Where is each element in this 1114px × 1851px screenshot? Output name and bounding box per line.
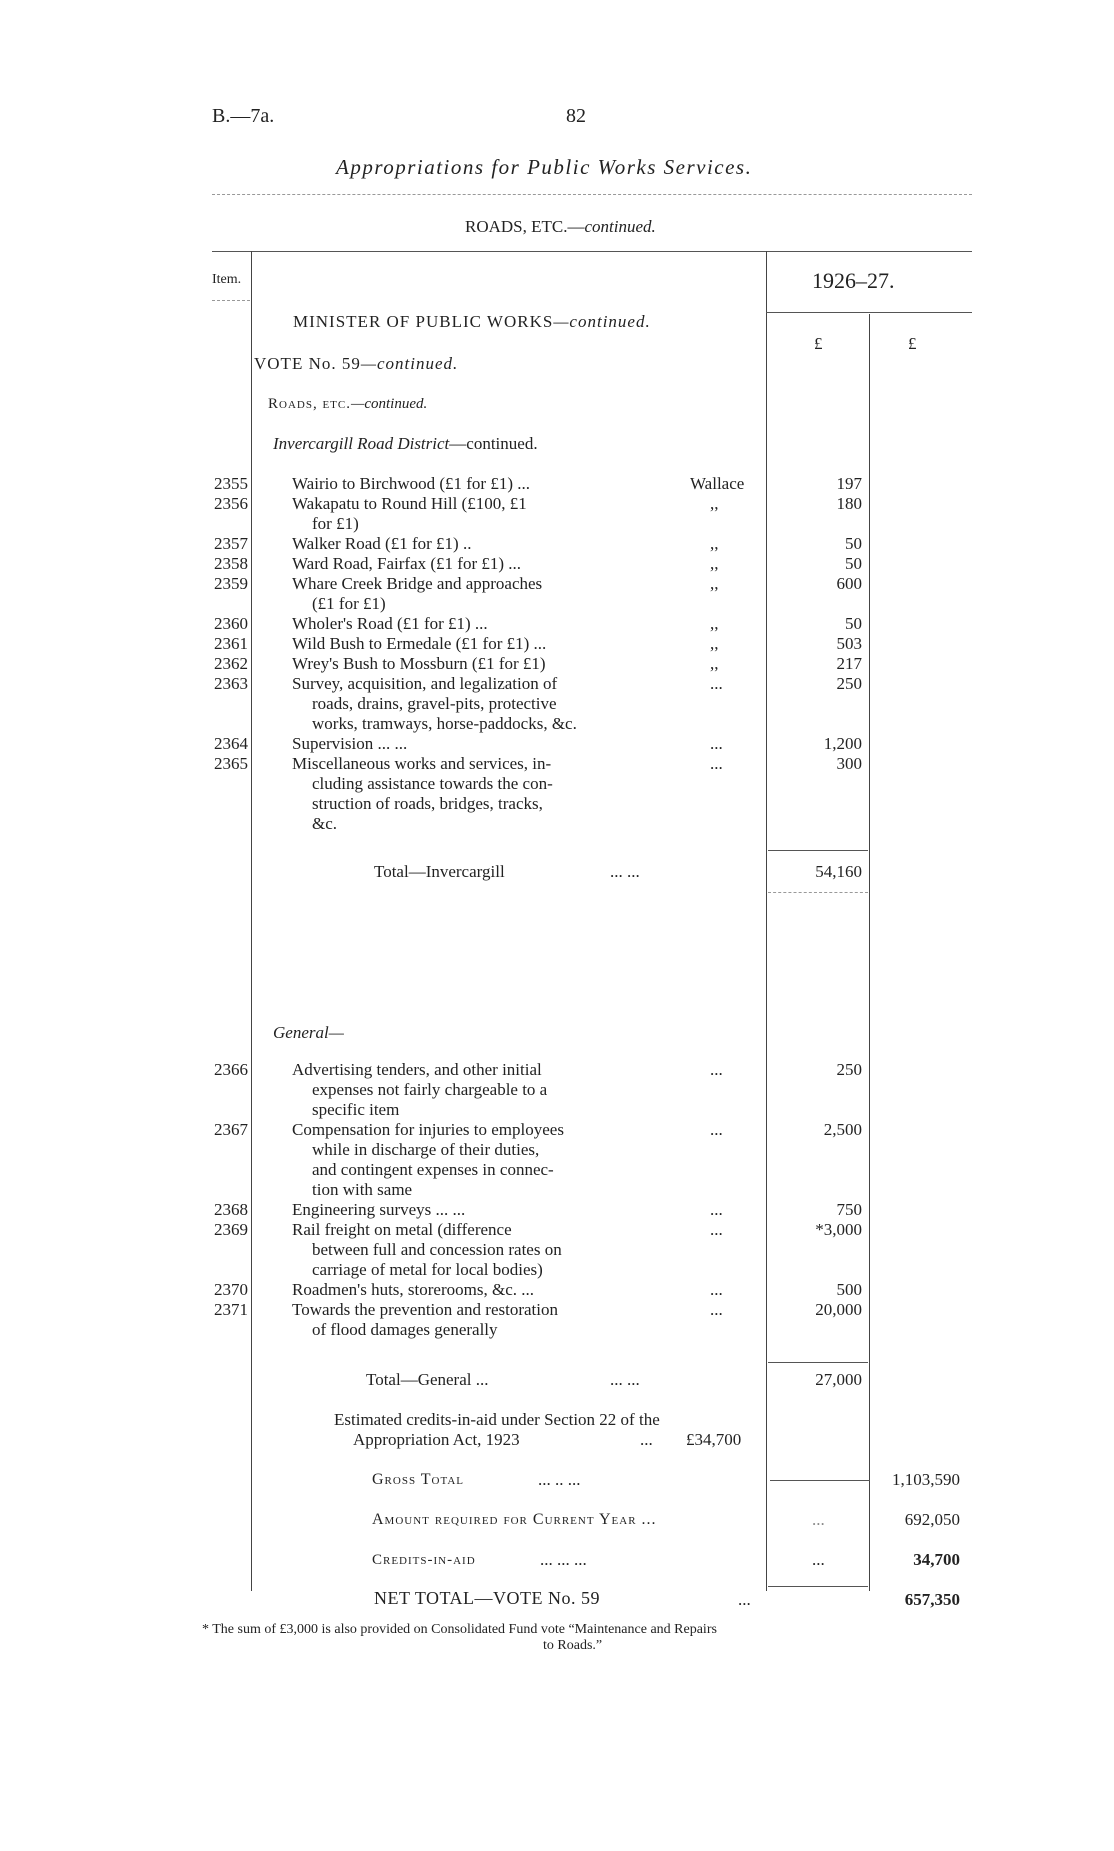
amount-required-label: Amount required for Current Year ... xyxy=(372,1511,657,1528)
county: ... xyxy=(710,1280,723,1299)
item-number: 2361 xyxy=(214,634,248,653)
description-line: Survey, acquisition, and legalization of xyxy=(292,674,558,693)
credits-in-aid-dots: ... ... ... xyxy=(540,1550,587,1569)
description-line: carriage of metal for local bodies) xyxy=(312,1260,543,1279)
item-amount: *3,000 xyxy=(815,1220,862,1239)
item-number: 2368 xyxy=(214,1200,248,1219)
county: ,, xyxy=(710,534,719,553)
section-heading: ROADS, ETC.—continued. xyxy=(465,217,656,236)
minister-heading: MINISTER OF PUBLIC WORKS—continued. xyxy=(293,312,651,331)
item-number: 2371 xyxy=(214,1300,248,1319)
item-number: 2360 xyxy=(214,614,248,633)
item-number: 2358 xyxy=(214,554,248,573)
item-description xyxy=(292,1300,622,1340)
description-line: of flood damages generally xyxy=(312,1320,498,1339)
item-amount: 503 xyxy=(836,634,862,653)
item-description xyxy=(292,1060,622,1120)
item-amount: 750 xyxy=(836,1200,862,1219)
item-amount: 600 xyxy=(836,574,862,593)
county: ... xyxy=(710,1060,723,1079)
item-amount: 1,200 xyxy=(823,734,862,753)
item-description xyxy=(292,614,622,634)
county: ,, xyxy=(710,554,719,573)
credits-in-aid-label: Credits-in-aid xyxy=(372,1552,476,1568)
item-column-divider xyxy=(251,251,252,1591)
total-invercargill-dots: ... ... xyxy=(610,862,640,881)
gross-total-label: Gross Total xyxy=(372,1471,465,1488)
item-description xyxy=(292,634,622,654)
document-reference: B.—7a. xyxy=(212,105,275,127)
description-line: Rail freight on metal (difference xyxy=(292,1220,512,1239)
item-number: 2370 xyxy=(214,1280,248,1299)
item-amount: 50 xyxy=(845,534,862,553)
item-amount: 197 xyxy=(836,474,862,493)
currency-symbol-col1: £ xyxy=(814,334,823,353)
credits-in-aid-amount: 34,700 xyxy=(913,1550,960,1569)
description-line: struction of roads, bridges, tracks, xyxy=(312,794,543,813)
county: ... xyxy=(710,674,723,693)
item-number: 2365 xyxy=(214,754,248,773)
description-line: cluding assistance towards the con- xyxy=(312,774,553,793)
district-heading: Invercargill Road District—continued. xyxy=(273,434,538,453)
credits-note-line2: Appropriation Act, 1923 xyxy=(353,1430,520,1449)
description-line: Wild Bush to Ermedale (£1 for £1) ... xyxy=(292,634,547,653)
item-number: 2355 xyxy=(214,474,248,493)
item-number: 2369 xyxy=(214,1220,248,1239)
year-header: 1926–27. xyxy=(812,268,895,293)
description-line: Engineering surveys ... ... xyxy=(292,1200,466,1219)
description-line: works, tramways, horse-paddocks, &c. xyxy=(312,714,577,733)
year-header-rule xyxy=(766,312,972,313)
credits-note-amount: £34,700 xyxy=(686,1430,742,1449)
table-top-rule xyxy=(212,251,972,252)
description-line: for £1) xyxy=(312,514,359,533)
description-line: &c. xyxy=(312,814,338,833)
item-description xyxy=(292,534,622,554)
item-description xyxy=(292,1120,622,1200)
item-amount: 180 xyxy=(836,494,862,513)
description-line: tion with same xyxy=(312,1180,413,1199)
county: ... xyxy=(710,1200,723,1219)
description-line: Wairio to Birchwood (£1 for £1) ... xyxy=(292,474,530,493)
footnote-line1: * The sum of £3,000 is also provided on Consolidated Fund vote “Maintenance and Repairs xyxy=(202,1622,717,1637)
subtotal-rule-invercargill xyxy=(768,850,868,851)
subtotal-under-rule xyxy=(768,892,868,893)
item-column-header: Item. xyxy=(212,272,242,287)
item-header-rule xyxy=(212,300,250,301)
description-line: Towards the prevention and restoration xyxy=(292,1300,559,1319)
description-line: Whare Creek Bridge and approaches xyxy=(292,574,543,593)
item-amount: 500 xyxy=(836,1280,862,1299)
gross-total-dots: ... .. ... xyxy=(538,1470,581,1489)
title-rule xyxy=(212,194,972,195)
description-line: specific item xyxy=(312,1100,400,1119)
total-general-label: Total—General ... xyxy=(366,1370,489,1389)
roads-heading: Roads, etc.—continued. xyxy=(268,396,428,412)
net-total-amount: 657,350 xyxy=(904,1590,960,1609)
total-general-amount: 27,000 xyxy=(815,1370,862,1389)
description-line: while in discharge of their duties, xyxy=(312,1140,540,1159)
gross-total-leader xyxy=(770,1480,870,1481)
total-general-dots: ... ... xyxy=(610,1370,640,1389)
item-description xyxy=(292,734,622,754)
total-invercargill-amount: 54,160 xyxy=(815,862,862,881)
total-column-divider xyxy=(869,314,870,1591)
item-amount: 50 xyxy=(845,614,862,633)
county: ,, xyxy=(710,614,719,633)
credits-in-aid-dots-col: ... xyxy=(812,1550,825,1569)
item-number: 2367 xyxy=(214,1120,248,1139)
description-line: Wholer's Road (£1 for £1) ... xyxy=(292,614,488,633)
description-line: Advertising tenders, and other initial xyxy=(292,1060,542,1079)
item-description xyxy=(292,1200,622,1220)
item-number: 2364 xyxy=(214,734,248,753)
item-amount: 300 xyxy=(836,754,862,773)
vote-heading: VOTE No. 59—continued. xyxy=(254,354,459,373)
county: ,, xyxy=(710,654,719,673)
item-amount: 250 xyxy=(836,1060,862,1079)
item-description xyxy=(292,654,622,674)
item-amount: 217 xyxy=(836,654,862,673)
county: ... xyxy=(710,734,723,753)
county: Wallace xyxy=(690,474,745,493)
description-line: Supervision ... ... xyxy=(292,734,408,753)
page-number: 82 xyxy=(566,105,586,127)
general-heading: General— xyxy=(273,1023,344,1042)
amount-column-divider xyxy=(766,251,767,1591)
item-description xyxy=(292,554,622,574)
footnote-line2: to Roads.” xyxy=(543,1638,603,1653)
county: ... xyxy=(710,754,723,773)
county: ,, xyxy=(710,574,719,593)
description-line: Compensation for injuries to employees xyxy=(292,1120,564,1139)
item-description xyxy=(292,1220,622,1280)
item-amount: 50 xyxy=(845,554,862,573)
amount-required-dots: ... xyxy=(812,1510,825,1529)
item-number: 2356 xyxy=(214,494,248,513)
page-title: Appropriations for Public Works Services. xyxy=(336,155,753,179)
net-total-leader xyxy=(768,1586,868,1587)
description-line: Wrey's Bush to Mossburn (£1 for £1) xyxy=(292,654,546,673)
description-line: and contingent expenses in connec- xyxy=(312,1160,554,1179)
description-line: roads, drains, gravel-pits, protective xyxy=(312,694,557,713)
net-total-dots: ... xyxy=(738,1590,751,1609)
description-line: Roadmen's huts, storerooms, &c. ... xyxy=(292,1280,534,1299)
item-description xyxy=(292,574,622,614)
item-number: 2359 xyxy=(214,574,248,593)
description-line: Walker Road (£1 for £1) .. xyxy=(292,534,472,553)
gross-total-amount: 1,103,590 xyxy=(892,1470,960,1489)
county: ,, xyxy=(710,494,719,513)
credits-note-line1: Estimated credits-in-aid under Section 22 of the xyxy=(334,1410,660,1429)
county: ... xyxy=(710,1120,723,1139)
item-amount: 250 xyxy=(836,674,862,693)
credits-note-dots: ... xyxy=(640,1430,653,1449)
county: ,, xyxy=(710,634,719,653)
description-line: Miscellaneous works and services, in- xyxy=(292,754,552,773)
currency-symbol-col2: £ xyxy=(908,334,917,353)
item-number: 2363 xyxy=(214,674,248,693)
description-line: (£1 for £1) xyxy=(312,594,386,613)
county: ... xyxy=(710,1220,723,1239)
total-invercargill-label: Total—Invercargill xyxy=(374,862,505,881)
county: ... xyxy=(710,1300,723,1319)
amount-required-amount: 692,050 xyxy=(904,1510,960,1529)
item-description xyxy=(292,674,622,734)
item-number: 2357 xyxy=(214,534,248,553)
item-amount: 2,500 xyxy=(823,1120,862,1139)
item-description xyxy=(292,754,622,834)
description-line: Wakapatu to Round Hill (£100, £1 xyxy=(292,494,527,513)
item-description xyxy=(292,494,622,534)
item-description xyxy=(292,1280,622,1300)
subtotal-rule-general xyxy=(768,1362,868,1363)
description-line: expenses not fairly chargeable to a xyxy=(312,1080,548,1099)
net-total-label: NET TOTAL—VOTE No. 59 xyxy=(374,1588,601,1608)
item-amount: 20,000 xyxy=(815,1300,862,1319)
item-number: 2362 xyxy=(214,654,248,673)
description-line: between full and concession rates on xyxy=(312,1240,562,1259)
description-line: Ward Road, Fairfax (£1 for £1) ... xyxy=(292,554,522,573)
item-number: 2366 xyxy=(214,1060,248,1079)
item-description xyxy=(292,474,622,494)
